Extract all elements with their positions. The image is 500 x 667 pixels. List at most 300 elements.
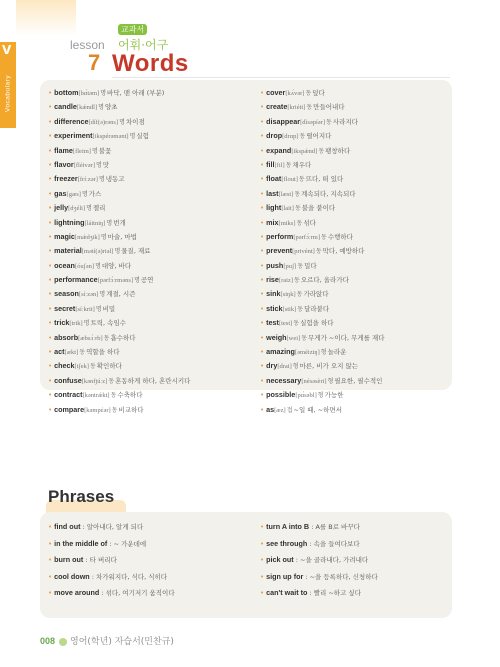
bullet-icon: • [48, 204, 53, 213]
bullet-icon: • [48, 333, 53, 342]
word-pronunciation: [mətí(ə)riəl] [81, 248, 114, 256]
word-term: amazing [266, 347, 295, 357]
word-term: jelly [54, 203, 69, 213]
word-meaning: 가라앉다 [303, 290, 329, 299]
word-pronunciation: [miks] [278, 219, 296, 227]
word-entry [48, 359, 248, 373]
phrase-separator: : [89, 572, 97, 581]
word-term: gas [54, 188, 67, 198]
part-of-speech-badge: 동 [294, 277, 300, 285]
word-entry [48, 374, 248, 388]
word-meaning: 젤리 [92, 204, 106, 213]
phrase-separator: : [303, 572, 310, 581]
word-term: material [54, 246, 82, 256]
part-of-speech-badge: 동 [89, 363, 96, 371]
word-term: possible [266, 390, 296, 400]
bullet-icon: • [48, 117, 53, 126]
bullet-icon: • [48, 556, 53, 564]
word-entry [260, 216, 450, 230]
word-meaning: 만들어내다 [313, 103, 345, 112]
phrase-entry [48, 585, 248, 602]
part-of-speech-badge: 명 [106, 219, 113, 227]
word-pronunciation: [síːkrit] [75, 305, 95, 313]
word-entry [48, 259, 248, 273]
word-pronunciation: [fleim] [72, 147, 91, 155]
bullet-icon: • [48, 589, 53, 597]
part-of-speech-badge: 명 [100, 233, 107, 241]
word-meaning: 팽창하다 [325, 146, 351, 155]
word-entry [260, 302, 450, 316]
part-of-speech-badge: 동 [296, 219, 303, 227]
word-meaning: 수행하다 [327, 232, 353, 241]
word-pronunciation: [láitniŋ] [84, 219, 106, 227]
part-of-speech-badge: 동 [110, 392, 117, 400]
bullet-icon: • [260, 391, 265, 400]
word-entry [260, 244, 450, 258]
word-pronunciation: [æbsɔ́ːrb] [78, 334, 103, 342]
bullet-icon: • [48, 348, 53, 357]
phrase-meaning: ~을 골라내다, 가려내다 [300, 556, 369, 564]
word-entry [260, 374, 450, 388]
word-meaning: 계절, 시즌 [106, 290, 136, 299]
phrases-panel [40, 512, 452, 618]
word-entry [260, 129, 450, 143]
word-entry [48, 403, 248, 417]
word-term: check [54, 361, 75, 371]
bullet-icon: • [48, 189, 53, 198]
word-term: lightning [54, 217, 85, 227]
part-of-speech-badge: 명 [81, 190, 88, 198]
phrase-entry [48, 536, 248, 553]
word-term: difference [54, 116, 89, 126]
word-meaning: 역할을 하다 [86, 348, 120, 357]
phrase-meaning: 속을 들여다보다 [313, 539, 360, 548]
page-title: Words [112, 50, 189, 77]
bullet-icon: • [260, 261, 265, 270]
part-of-speech-badge: 동 [297, 262, 304, 270]
lesson-label: lesson [70, 38, 105, 52]
word-pronunciation: [kəntrǽkt] [82, 392, 110, 400]
word-meaning: 무게가 ~이다, 무게를 재다 [308, 333, 385, 342]
phrases-column-left [48, 519, 248, 602]
word-term: expand [266, 145, 292, 155]
word-term: test [266, 318, 279, 328]
part-of-speech-badge: 동 [294, 205, 301, 213]
word-term: candle [54, 102, 77, 112]
part-of-speech-badge: 명 [119, 118, 125, 126]
phrase-term: find out [54, 522, 81, 531]
part-of-speech-badge: 명 [96, 161, 102, 169]
phrase-meaning: 섞다, 여기저기 움직이다 [105, 589, 175, 597]
word-entry [260, 144, 450, 158]
word-entry [260, 403, 450, 417]
word-pronunciation: [dìsəpíər] [300, 118, 326, 126]
word-entry [260, 230, 450, 244]
bullet-icon: • [48, 290, 53, 299]
word-pronunciation: [nésəsèri] [301, 377, 327, 385]
flower-icon [59, 638, 67, 646]
part-of-speech-badge: 동 [305, 90, 312, 97]
bullet-icon: • [48, 146, 53, 155]
bullet-icon: • [48, 103, 53, 112]
part-of-speech-badge: 동 [301, 334, 308, 342]
phrase-entry [260, 552, 450, 569]
bullet-icon: • [260, 117, 265, 126]
word-entry [48, 172, 248, 186]
word-meaning: 냉동고 [105, 175, 125, 184]
part-of-speech-badge: 명 [86, 205, 92, 213]
phrase-term: sign up for [266, 571, 304, 581]
bullet-icon: • [48, 232, 53, 241]
word-entry [260, 359, 450, 373]
phrase-meaning: A를 B로 바꾸다 [315, 523, 360, 531]
word-meaning: 필요한, 필수적인 [334, 376, 383, 385]
word-term: freezer [54, 174, 78, 184]
bullet-icon: • [48, 304, 53, 313]
word-pronunciation: [ækt] [64, 349, 79, 357]
part-of-speech-badge: 명 [83, 320, 90, 328]
word-entry [48, 316, 248, 330]
word-meaning: 마술, 마법 [107, 232, 137, 241]
part-of-speech-badge: 동 [306, 104, 313, 112]
word-pronunciation: [drɑp] [282, 133, 299, 141]
part-of-speech-badge: 명 [98, 104, 104, 112]
word-term: experiment [54, 131, 93, 141]
phrase-separator: : [80, 523, 87, 531]
word-term: cover [266, 88, 286, 97]
word-meaning: 공연 [140, 276, 154, 285]
part-of-speech-badge: 동 [318, 147, 325, 155]
part-of-speech-badge: 접 [286, 406, 293, 414]
word-term: dry [266, 361, 278, 371]
part-of-speech-badge: 동 [315, 248, 322, 256]
part-of-speech-badge: 명 [100, 90, 107, 97]
part-of-speech-badge: 동 [111, 406, 118, 414]
phrases-title: Phrases [48, 487, 115, 506]
bullet-icon: • [260, 572, 265, 581]
phrase-term: see through [266, 538, 308, 548]
bullet-icon: • [48, 218, 53, 227]
word-entry [260, 100, 450, 114]
bullet-icon: • [260, 589, 265, 597]
word-meaning: 물질, 재료 [121, 247, 151, 256]
part-of-speech-badge: 형 [317, 392, 324, 400]
word-entry [260, 388, 450, 402]
bullet-icon: • [260, 556, 265, 564]
word-term: as [266, 404, 275, 414]
word-meaning: 바닥, 맨 아래 (부분) [107, 89, 165, 97]
phrase-term: cool down [54, 571, 90, 581]
word-entry [260, 115, 450, 129]
word-entry [260, 345, 450, 359]
word-entry [48, 100, 248, 114]
bullet-icon: • [260, 132, 265, 141]
word-pronunciation: [æz] [274, 406, 286, 414]
word-pronunciation: [puʃ] [283, 262, 297, 270]
part-of-speech-badge: 동 [285, 161, 292, 169]
word-term: mix [266, 217, 279, 227]
word-entry [260, 172, 450, 186]
word-term: compare [54, 404, 85, 414]
phrase-entry [260, 585, 450, 602]
bullet-icon: • [48, 405, 53, 414]
bullet-icon: • [260, 146, 265, 155]
word-entry [260, 201, 450, 215]
phrase-meaning: ~을 등록하다, 신청하다 [309, 572, 378, 581]
word-meaning: ~일 때, ~하면서 [293, 405, 342, 414]
part-of-speech-badge: 명 [134, 277, 140, 285]
word-pronunciation: [kənfjúːz] [81, 377, 108, 385]
bullet-icon: • [260, 362, 265, 371]
word-pronunciation: [flout] [281, 176, 298, 184]
word-pronunciation: [gæs] [66, 190, 81, 198]
korean-subtitle: 어휘·어구 [118, 38, 169, 52]
phrase-meaning: 알아내다, 알게 되다 [86, 523, 144, 531]
word-pronunciation: [ikspǽnd] [291, 147, 318, 155]
word-pronunciation: [lait] [281, 205, 294, 213]
word-pronunciation: [trik] [69, 320, 83, 328]
word-entry [260, 158, 450, 172]
bullet-icon: • [260, 290, 265, 299]
word-meaning: 밀다 [304, 261, 317, 270]
word-entry [48, 216, 248, 230]
word-meaning: 비밀 [102, 304, 116, 313]
word-pronunciation: [kǽndl] [76, 104, 98, 112]
bullet-icon: • [260, 204, 265, 213]
phrase-term: pick out [266, 555, 294, 564]
phrase-meaning: 빨리 ~하고 싶다 [313, 589, 361, 597]
word-meaning: 대양, 바다 [101, 261, 132, 270]
word-entry [48, 201, 248, 215]
side-label: Vocabulary [4, 74, 12, 113]
bullet-icon: • [260, 376, 265, 385]
word-meaning: 계속되다, 지속되다 [301, 189, 356, 198]
word-term: disappear [266, 116, 301, 126]
word-entry [48, 144, 248, 158]
word-meaning: 놀라운 [327, 348, 347, 357]
lesson-number: 7 [88, 50, 101, 75]
part-of-speech-badge: 동 [298, 176, 305, 184]
word-meaning: 마른, 비가 오지 않는 [299, 362, 359, 371]
word-meaning: 달라붙다 [304, 304, 330, 313]
bullet-icon: • [48, 175, 53, 184]
bullet-icon: • [260, 333, 265, 342]
phrase-term: burn out [54, 555, 84, 564]
phrase-entry [260, 536, 450, 553]
part-of-speech-badge: 명 [114, 248, 121, 256]
phrase-meaning: ~ 가운데에 [113, 539, 147, 548]
word-pronunciation: [kəmpέər] [84, 406, 111, 414]
word-pronunciation: [bɑ́təm] [78, 90, 100, 97]
word-term: flavor [54, 159, 74, 169]
part-of-speech-badge: 동 [103, 334, 110, 342]
word-term: drop [266, 131, 283, 141]
phrase-entry [260, 519, 450, 536]
word-entry [260, 187, 450, 201]
word-meaning: 맛 [102, 160, 110, 169]
word-pronunciation: [siŋk] [280, 291, 296, 299]
phrases-column-right [260, 519, 450, 602]
word-entry [48, 388, 248, 402]
word-term: last [266, 188, 279, 198]
word-entry [260, 86, 450, 100]
bullet-icon: • [260, 405, 265, 414]
word-entry [48, 86, 248, 100]
bullet-icon: • [48, 539, 53, 548]
phrase-separator: : [307, 589, 314, 597]
bullet-icon: • [260, 160, 265, 169]
word-term: perform [266, 231, 294, 241]
bullet-icon: • [260, 348, 265, 357]
word-entry [48, 115, 248, 129]
bullet-icon: • [48, 523, 53, 531]
bullet-icon: • [260, 218, 265, 227]
word-pronunciation: [kʌ́vər] [285, 90, 305, 97]
word-meaning: 비교하다 [118, 405, 144, 414]
word-entry [260, 273, 450, 287]
bullet-icon: • [260, 232, 265, 241]
part-of-speech-badge: 동 [297, 305, 304, 313]
v-logo-icon: V [2, 43, 12, 57]
word-pronunciation: [ikspérəmənt] [92, 133, 129, 141]
phrase-meaning: 타 버리다 [89, 556, 117, 564]
part-of-speech-badge: 동 [79, 349, 86, 357]
word-pronunciation: [pərfɔ́ːrm] [293, 233, 321, 241]
word-meaning: 사라지다 [332, 117, 358, 126]
word-term: secret [54, 303, 76, 313]
words-panel [40, 80, 452, 414]
phrase-entry [260, 569, 450, 586]
bullet-icon: • [260, 189, 265, 198]
phrase-separator: : [309, 523, 316, 531]
word-term: sink [266, 289, 281, 299]
bullet-icon: • [260, 175, 265, 184]
bullet-icon: • [260, 247, 265, 256]
word-pronunciation: [dʒéli] [68, 205, 86, 213]
word-meaning: 떨어지다 [306, 132, 332, 141]
phrase-term: can't wait to [266, 588, 308, 597]
word-meaning: 수축하다 [117, 391, 143, 400]
word-pronunciation: [fil] [274, 161, 285, 169]
word-term: trick [54, 318, 70, 328]
words-column-right [260, 86, 450, 417]
word-meaning: 채우다 [292, 160, 312, 169]
bullet-icon: • [260, 276, 265, 285]
side-tab [0, 42, 16, 128]
word-pronunciation: [pɑ́səbl] [295, 392, 317, 400]
bullet-icon: • [260, 304, 265, 313]
phrase-separator: : [293, 556, 301, 564]
word-entry [48, 331, 248, 345]
word-pronunciation: [test] [278, 320, 293, 328]
part-of-speech-badge: 동 [294, 190, 301, 198]
phrase-term: turn A into B [266, 522, 310, 531]
word-pronunciation: [mǽdʒik] [74, 233, 100, 241]
textbook-badge: 교과서 [118, 24, 147, 35]
word-pronunciation: [kriéit] [287, 104, 306, 112]
word-term: flame [54, 145, 73, 155]
word-meaning: 번개 [113, 218, 126, 227]
bullet-icon: • [260, 523, 265, 531]
word-term: contract [54, 390, 83, 400]
header-divider [112, 77, 450, 78]
bullet-icon: • [260, 89, 265, 97]
word-term: float [266, 174, 282, 184]
word-pronunciation: [síːzən] [78, 291, 99, 299]
word-term: push [266, 260, 284, 270]
word-term: fill [266, 159, 275, 169]
part-of-speech-badge: 동 [296, 291, 303, 299]
bullet-icon: • [48, 362, 53, 371]
word-meaning: 흡수하다 [110, 333, 136, 342]
phrase-separator: : [83, 556, 90, 564]
word-meaning: 혼동하게 하다, 혼란시키다 [115, 376, 191, 385]
bullet-icon: • [48, 261, 53, 270]
phrase-term: in the middle of [54, 538, 108, 548]
word-meaning: 가능한 [324, 391, 344, 400]
bullet-icon: • [48, 247, 53, 256]
word-pronunciation: [læst] [278, 190, 294, 198]
word-pronunciation: [pərfɔ́ːrməns] [97, 277, 134, 285]
word-term: act [54, 347, 65, 357]
word-pronunciation: [privént] [292, 248, 315, 256]
word-term: necessary [266, 375, 302, 385]
word-pronunciation: [wei] [286, 334, 301, 342]
part-of-speech-badge: 명 [95, 305, 102, 313]
bullet-icon: • [260, 539, 265, 548]
word-term: stick [266, 303, 283, 313]
word-term: confuse [54, 375, 82, 385]
part-of-speech-badge: 형 [320, 349, 327, 357]
phrase-term: move around [54, 588, 100, 597]
part-of-speech-badge: 명 [99, 291, 106, 299]
part-of-speech-badge: 명 [98, 176, 105, 184]
word-meaning: 확인하다 [96, 362, 122, 371]
part-of-speech-badge: 명 [129, 133, 136, 141]
part-of-speech-badge: 동 [293, 320, 300, 328]
bullet-icon: • [48, 89, 53, 97]
word-term: season [54, 289, 79, 299]
bullet-icon: • [48, 160, 53, 169]
word-entry [48, 158, 248, 172]
word-entry [260, 316, 450, 330]
page-number: 008 [40, 636, 56, 646]
part-of-speech-badge: 동 [326, 118, 332, 126]
part-of-speech-badge: 형 [327, 377, 334, 385]
word-pronunciation: [raiz] [278, 277, 294, 285]
word-entry [48, 345, 248, 359]
part-of-speech-badge: 동 [108, 377, 115, 385]
word-pronunciation: [tʃek] [74, 363, 89, 371]
word-pronunciation: [óuʃən] [74, 262, 95, 270]
word-term: weigh [266, 332, 287, 342]
part-of-speech-badge: 명 [91, 147, 98, 155]
word-entry [48, 230, 248, 244]
word-term: rise [266, 275, 279, 285]
top-decor-band [16, 0, 76, 36]
word-meaning: 실험을 하다 [300, 319, 334, 328]
word-entry [260, 259, 450, 273]
word-term: magic [54, 231, 75, 241]
word-meaning: 양초 [104, 103, 118, 112]
word-pronunciation: [díf(ə)rəns] [88, 118, 119, 126]
phrase-separator: : [307, 539, 314, 548]
word-meaning: 실험 [136, 132, 149, 141]
word-entry [48, 129, 248, 143]
words-column-left [48, 86, 248, 417]
word-entry [48, 187, 248, 201]
phrase-entry [48, 519, 248, 536]
